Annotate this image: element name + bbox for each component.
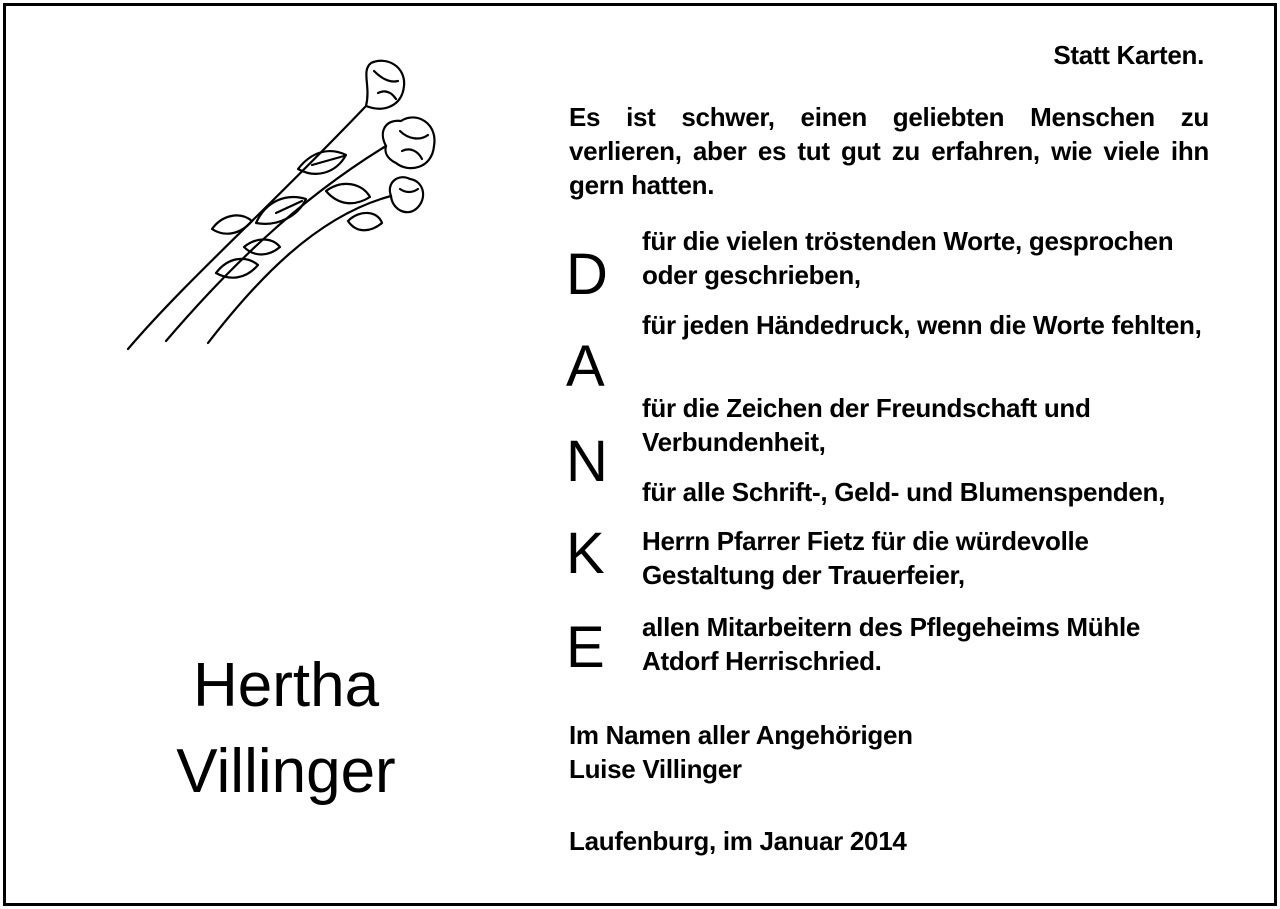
intro-text: Es ist schwer, einen geliebten Menschen zu verlieren, aber es tut gut zu erfahren, wie viele ihn gern hatten. bbox=[569, 102, 1209, 200]
deceased-last-name: Villinger bbox=[176, 737, 396, 806]
place-date: Laufenburg, im Januar 2014 bbox=[569, 826, 907, 856]
roses-illustration-icon bbox=[116, 51, 456, 361]
deceased-first-name: Hertha bbox=[192, 651, 380, 720]
thanks-item-3: für die Zeichen der Freundschaft und Verbundenheit, bbox=[642, 393, 1091, 457]
acrostic-letter-n: N bbox=[566, 429, 608, 494]
signature-line-2: Luise Villinger bbox=[569, 754, 742, 784]
thanks-item-5: Herrn Pfarrer Fietz für die würdevolle Gestaltung der Trauerfeier, bbox=[642, 526, 1089, 590]
thanks-item-2: für jeden Händedruck, wenn die Worte fehlten, bbox=[642, 310, 1202, 340]
signature-line-1: Im Namen aller Angehörigen bbox=[569, 720, 913, 750]
header-statt-karten: Statt Karten. bbox=[1053, 40, 1204, 70]
thanks-item-4: für alle Schrift-, Geld- und Blumenspenden, bbox=[642, 477, 1166, 507]
acrostic-letter-d: D bbox=[566, 242, 608, 307]
acrostic-letter-a: A bbox=[566, 334, 605, 399]
thanks-item-6: allen Mitarbeitern des Pflegeheims Mühle Atdorf Herrischried. bbox=[642, 612, 1141, 676]
acrostic-letter-e: E bbox=[566, 615, 605, 680]
thanks-item-1: für die vielen tröstenden Worte, gesprochen oder geschrieben, bbox=[642, 226, 1174, 290]
obituary-card bbox=[3, 3, 1277, 906]
acrostic-letter-k: K bbox=[566, 521, 605, 586]
